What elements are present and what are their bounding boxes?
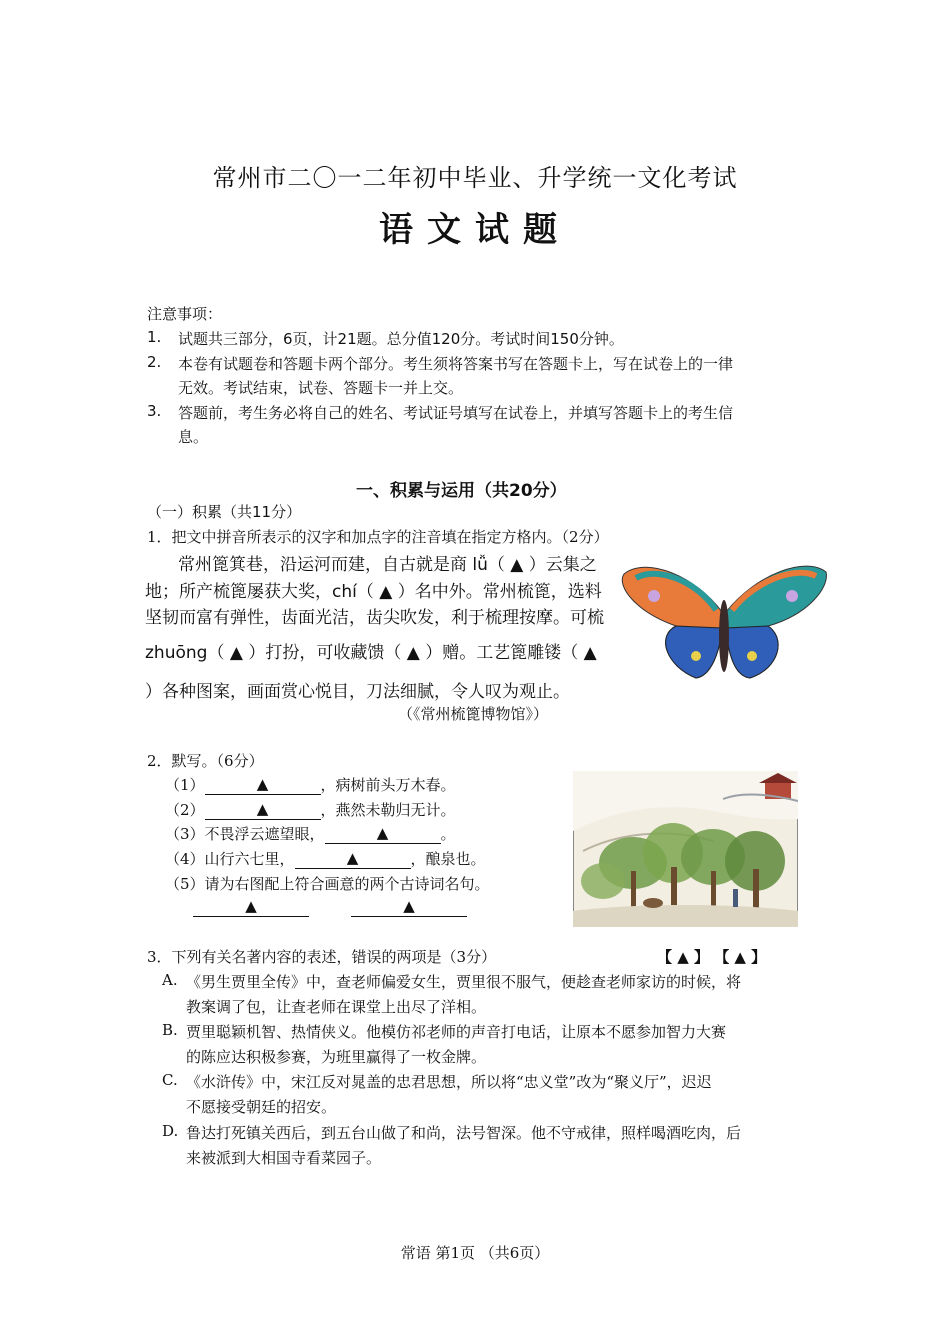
butterfly-comb-image — [616, 556, 832, 690]
q3-option-b-line-2: 的陈应达积极参赛，为班里赢得了一枚金牌。 — [186, 1048, 487, 1066]
q3-option-b-line-1: 贾里聪颖机智、热情侠义。他模仿祁老师的声音打电话，让原本不愿参加智力大赛 — [186, 1023, 727, 1041]
notice-item-3-num: 3. — [147, 402, 162, 420]
q2-item-1-blank[interactable]: ▲ — [205, 775, 321, 795]
notice-item-1-num: 1. — [147, 328, 162, 346]
q3-answer-boxes[interactable]: 【 ▲ 】 【 ▲ 】 — [657, 948, 767, 966]
q1-stem: 1．把文中拼音所表示的汉字和加点字的注音填在指定方格内。（2分） — [147, 528, 609, 546]
q3-option-d-line-1: 鲁达打死镇关西后，到五台山做了和尚，法号智深。他不守戒律，照样喝酒吃肉，后 — [186, 1124, 742, 1142]
q1-source: （《常州梳篦博物馆》） — [398, 705, 549, 723]
q3-option-a-line-1: 《男生贾里全传》中，查老师偏爱女生，贾里很不服气，便趁查老师家访的时候，将 — [186, 973, 742, 991]
q2-item-2 — [165, 799, 456, 820]
q2-item-4-suffix: ，酿泉也。 — [410, 850, 486, 868]
q1-passage-line-2: 地；所产梳篦屡获大奖，chí（ ▲ ）名中外。常州梳篦，选料 — [145, 582, 602, 602]
q2-item-2-blank[interactable]: ▲ — [205, 800, 321, 820]
subsection-title: （一）积累（共11分） — [147, 503, 302, 521]
q2-item-3 — [165, 823, 456, 844]
q3-option-a-line-2: 教案调了包，让查老师在课堂上出尽了洋相。 — [186, 998, 487, 1016]
q2-item-1-prefix: （1） — [165, 776, 205, 794]
q2-item-5-blanks — [193, 897, 467, 917]
notice-heading: 注意事项： — [147, 305, 223, 323]
q2-item-2-suffix: ，燕然未勒归无计。 — [320, 801, 456, 819]
q3-option-c-line-1: 《水浒传》中，宋江反对晁盖的忠君思想，所以将“忠义堂”改为“聚义厅”，迟迟 — [186, 1073, 712, 1091]
q2-item-5: （5）请为右图配上符合画意的两个古诗词名句。 — [165, 875, 490, 893]
q2-item-3-blank[interactable]: ▲ — [325, 824, 441, 844]
q2-item-4-blank[interactable]: ▲ — [295, 849, 411, 869]
page-footer: 常语 第1页 （共6页） — [400, 1244, 550, 1262]
q3-option-c-line-2: 不愿接受朝廷的招安。 — [186, 1098, 337, 1116]
q2-item-1-suffix: ，病树前头万木春。 — [320, 776, 456, 794]
q2-item-2-prefix: （2） — [165, 801, 205, 819]
q2-item-5-blank-1[interactable]: ▲ — [193, 897, 309, 917]
notice-item-2-num: 2. — [147, 353, 162, 371]
q1-passage-line-5: ）各种图案，画面赏心悦目，刀法细腻，令人叹为观止。 — [145, 682, 570, 702]
q3-stem: 3．下列有关名著内容的表述，错误的两项是（3分） — [147, 948, 497, 966]
subject-title: 语文试题 — [379, 210, 571, 250]
notice-item-2-line-1: 本卷有试题卷和答题卡两个部分。考生须将答案书写在答题卡上，写在试卷上的一律 — [178, 355, 734, 373]
notice-item-2-line-2: 无效。考试结束，试卷、答题卡一并上交。 — [178, 379, 464, 397]
notice-item-3-line-1: 答题前，考生务必将自己的姓名、考试证号填写在试卷上，并填写答题卡上的考生信 — [178, 404, 734, 422]
willow-landscape-image — [573, 771, 798, 927]
q1-passage-line-3: 坚韧而富有弹性，齿面光洁，齿尖吹发，利于梳理按摩。可梳 — [145, 608, 604, 628]
exam-title: 常州市二〇一二年初中毕业、升学统一文化考试 — [212, 164, 738, 192]
q2-item-4 — [165, 848, 486, 869]
q3-option-b-label: B. — [162, 1021, 178, 1039]
q1-passage-line-4: zhuōng（ ▲ ）打扮，可收藏馈（ ▲ ）赠。工艺篦雕镂（ ▲ — [145, 643, 597, 663]
q2-item-3-prefix: （3）不畏浮云遮望眼， — [165, 825, 325, 843]
q2-item-4-prefix: （4）山行六七里， — [165, 850, 295, 868]
q3-option-a-label: A. — [162, 971, 178, 989]
q2-stem: 2．默写。（6分） — [147, 752, 264, 770]
q2-item-1 — [165, 774, 456, 795]
section-title: 一、积累与运用（共20分） — [356, 481, 567, 501]
q2-item-5-blank-2[interactable]: ▲ — [351, 897, 467, 917]
q3-option-c-label: C. — [162, 1071, 178, 1089]
notice-item-3-line-2: 息。 — [178, 428, 209, 446]
q1-passage-line-1: 常州篦箕巷，沿运河而建，自古就是商 lǚ（ ▲ ）云集之 — [178, 555, 597, 575]
q2-item-3-suffix: 。 — [440, 825, 456, 843]
q3-option-d-label: D. — [162, 1122, 179, 1140]
q3-option-d-line-2: 来被派到大相国寺看菜园子。 — [186, 1149, 382, 1167]
notice-item-1-text: 试题共三部分，6页，计21题。总分值120分。考试时间150分钟。 — [178, 330, 624, 348]
